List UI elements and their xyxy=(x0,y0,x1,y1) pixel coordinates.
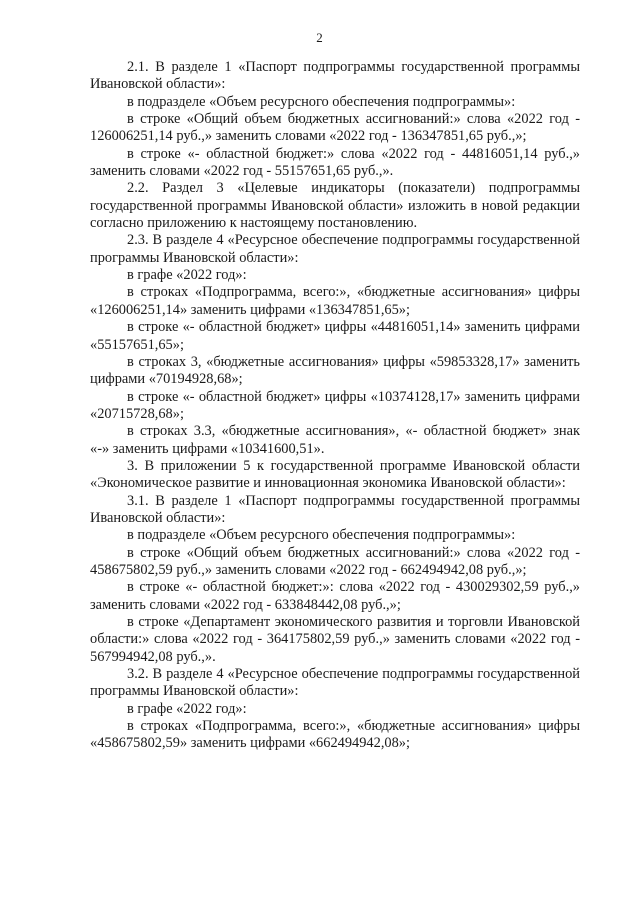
paragraph: в строке «- областной бюджет:» слова «2022 год - 44816051,14 руб.,» заменить словами «2022 год - 55157651,65 руб.,». xyxy=(90,145,580,180)
paragraph-2-2: 2.2. Раздел 3 «Целевые индикаторы (показатели) подпрограммы государственной программы Ивановской области» изложить в новой редакции согласно приложению к настоящему постановлению. xyxy=(90,180,580,232)
paragraph-3-1: 3.1. В разделе 1 «Паспорт подпрограммы государственной программы Ивановской области»: xyxy=(90,492,580,526)
paragraph: в строке «Общий объем бюджетных ассигнований:» слова «2022 год - 126006251,14 руб.,» заменить словами «2022 год - 136347851,65 руб.,»; xyxy=(90,111,580,145)
document-body xyxy=(90,59,580,753)
paragraph: в графе «2022 год»: xyxy=(127,700,247,717)
paragraph: в графе «2022 год»: xyxy=(127,267,247,284)
paragraph: в подразделе «Объем ресурсного обеспечения подпрограммы»: xyxy=(127,93,516,110)
paragraph: в строке «Департамент экономического развития и торговли Ивановской области:» слова «2022 год - 364175802,59 руб.,» заменить словами «2022 год - 567994942,08 руб.,». xyxy=(90,614,580,665)
paragraph: в строке «- областной бюджет:»: слова «2022 год - 430029302,59 руб.,» заменить словами «2022 год - 633848442,08 руб.,»; xyxy=(90,579,580,613)
paragraph: в строке «- областной бюджет» цифры «10374128,17» заменить цифрами «20715728,68»; xyxy=(90,388,580,422)
paragraph: в строках «Подпрограмма, всего:», «бюджетные ассигнования» цифры «126006251,14» заменить цифрами «136347851,65»; xyxy=(90,284,580,318)
paragraph: в подразделе «Объем ресурсного обеспечения подпрограммы»: xyxy=(127,527,516,544)
paragraph: в строке «- областной бюджет» цифры «44816051,14» заменить цифрами «55157651,65»; xyxy=(90,319,580,353)
paragraph-2-3: 2.3. В разделе 4 «Ресурсное обеспечение подпрограммы государственной программы Ивановской области»: xyxy=(90,232,580,266)
page-number: 2 xyxy=(316,30,323,45)
paragraph-3-2: 3.2. В разделе 4 «Ресурсное обеспечение подпрограммы государственной программы Ивановской области»: xyxy=(90,666,580,700)
paragraph: в строках 3, «бюджетные ассигнования» цифры «59853328,17» заменить цифрами «70194928,68»; xyxy=(90,353,580,388)
paragraph: в строках 3.3, «бюджетные ассигнования», «- областной бюджет» знак «-» заменить цифрами «10341600,51». xyxy=(90,423,580,457)
paragraph: в строке «Общий объем бюджетных ассигнований:» слова «2022 год - 458675802,59 руб.,» заменить словами «2022 год - 662494942,08 руб.,»; xyxy=(90,544,580,578)
paragraph-2-1: 2.1. В разделе 1 «Паспорт подпрограммы государственной программы Ивановской области»: xyxy=(90,59,580,93)
paragraph-3: 3. В приложении 5 к государственной программе Ивановской области «Экономическое развитие и инновационная экономика Ивановской области»: xyxy=(90,457,580,492)
paragraph: в строках «Подпрограмма, всего:», «бюджетные ассигнования» цифры «458675802,59» заменить цифрами «662494942,08»; xyxy=(90,718,580,752)
